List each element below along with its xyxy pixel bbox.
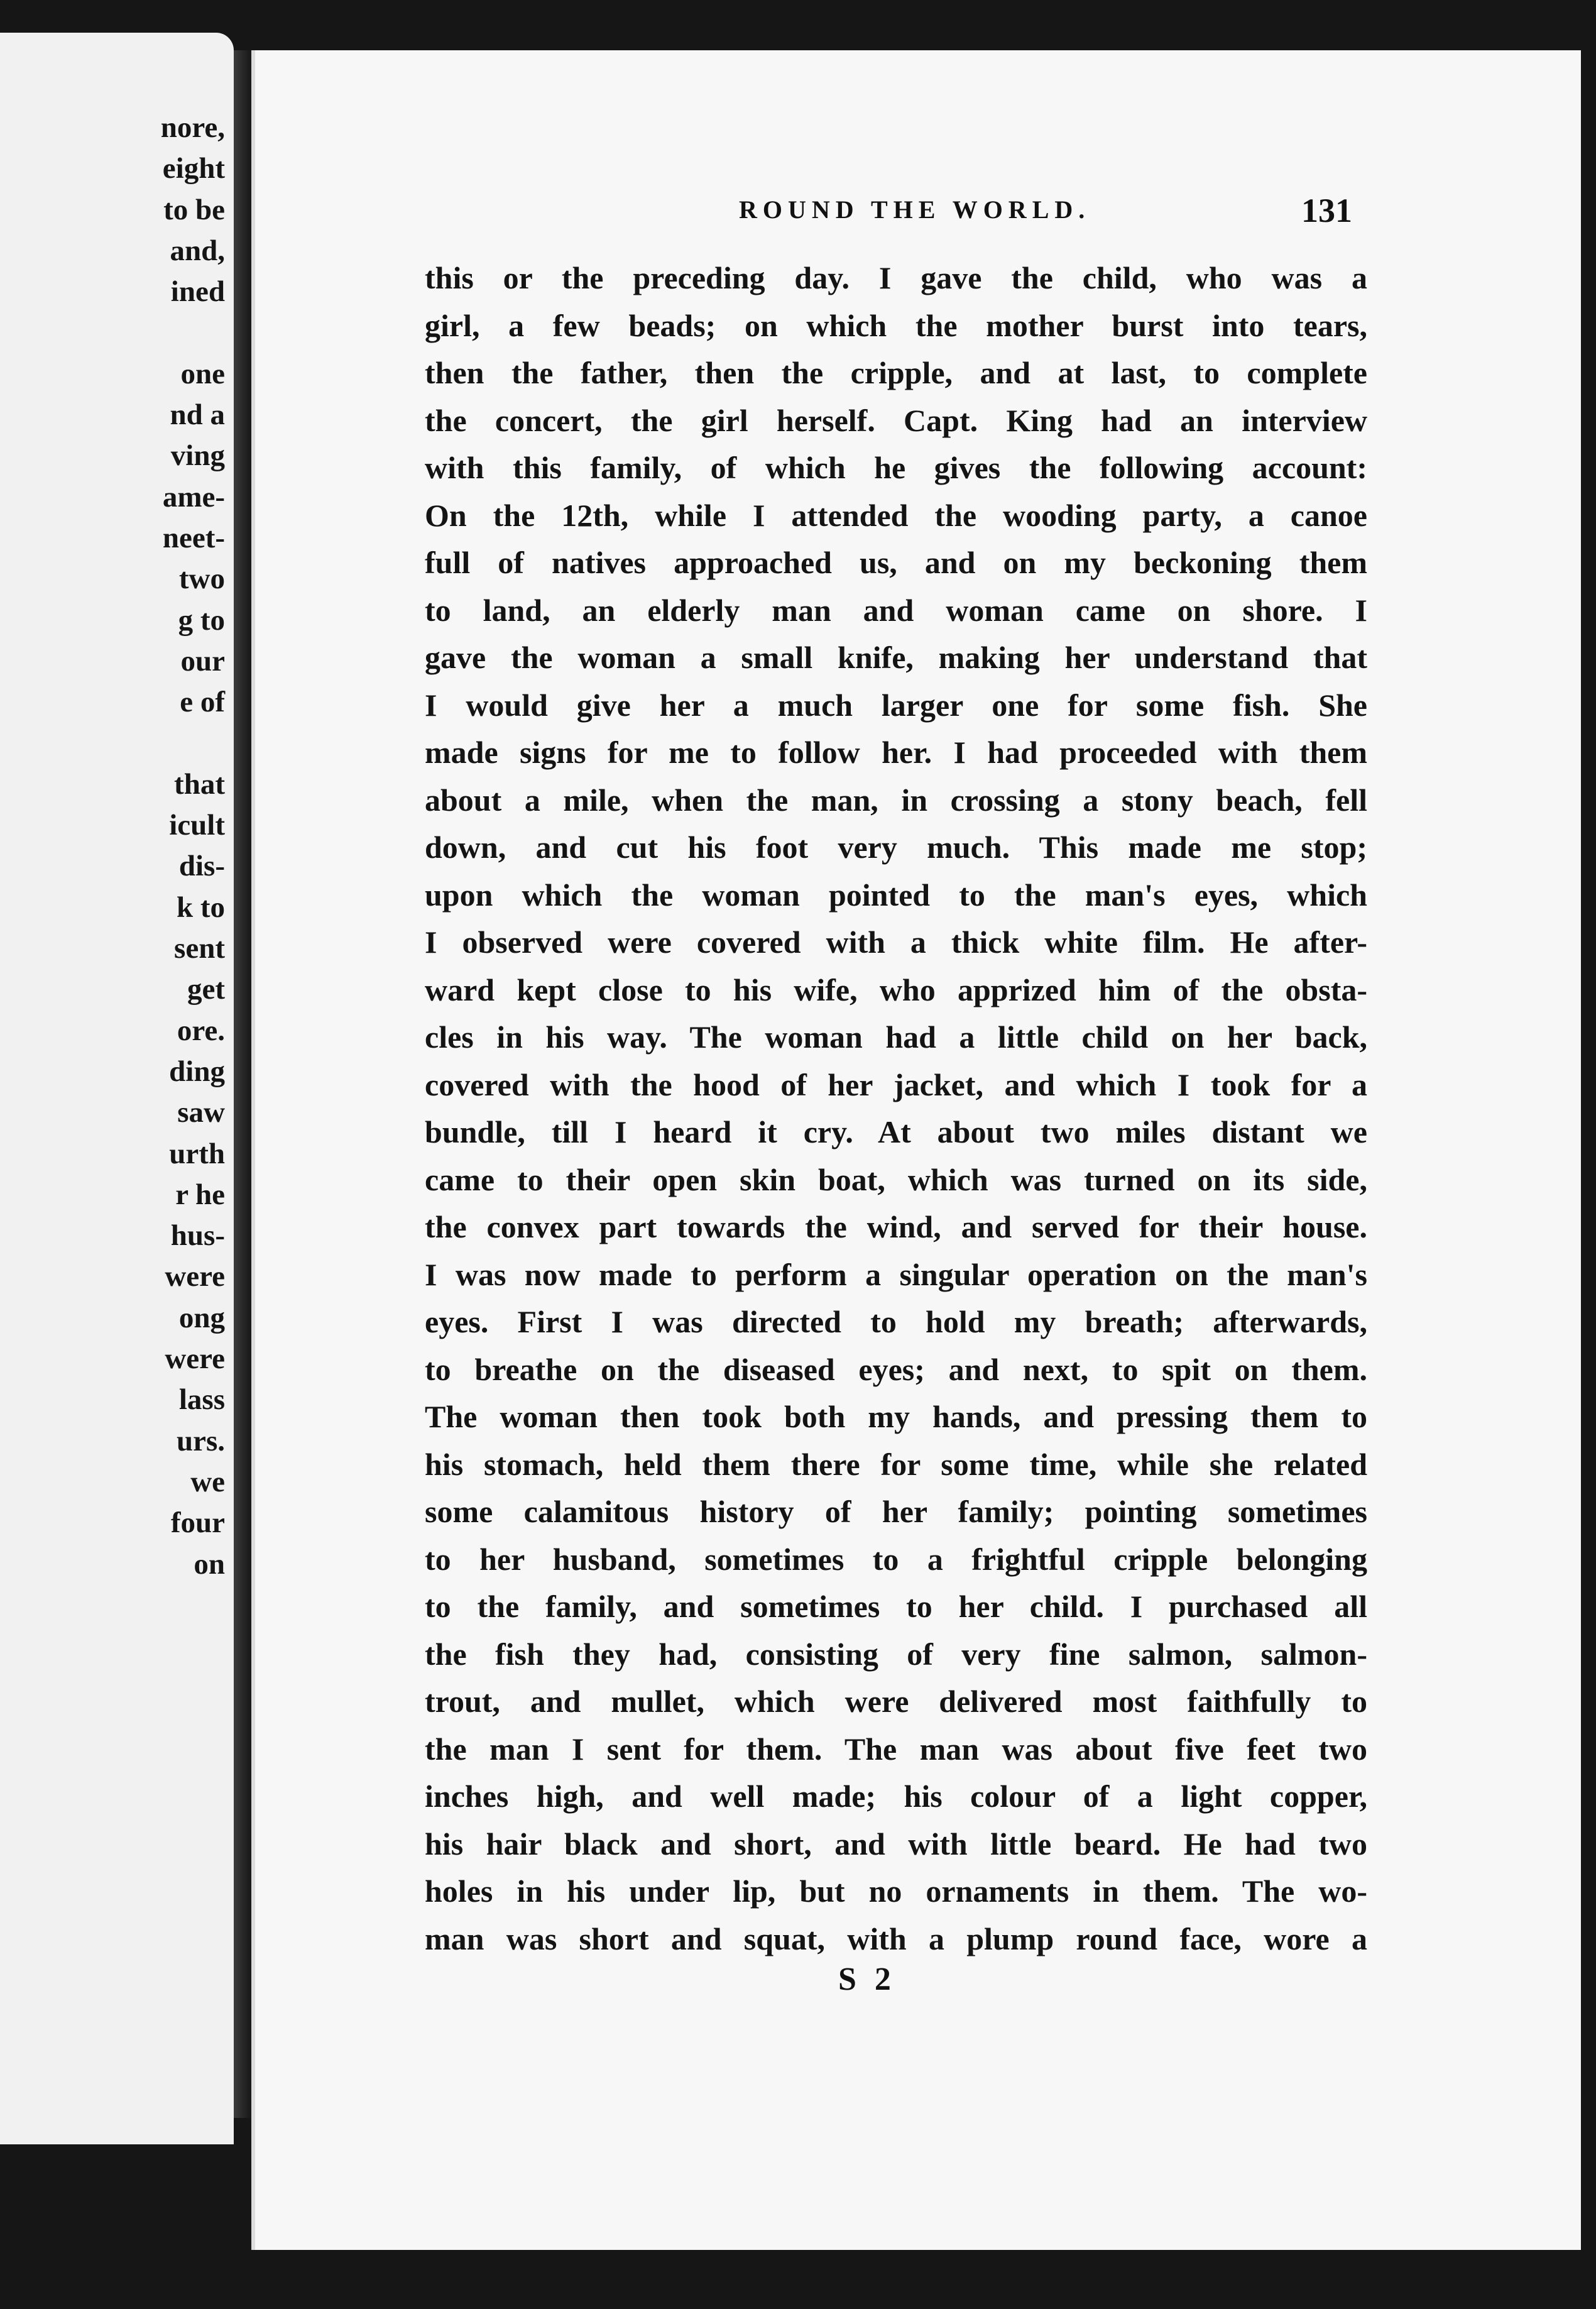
left-page-fragment: and, [170, 234, 225, 267]
left-page-fragment: eight [162, 152, 225, 185]
text-line: full of natives approached us, and on my beckoning them [425, 545, 1367, 580]
text-line: cles in his way. The woman had a little child on her back, [425, 1019, 1367, 1055]
left-page-fragment: lass [178, 1383, 225, 1417]
text-line: covered with the hood of her jacket, and which I took for a [425, 1067, 1367, 1102]
left-page-fragment: on [194, 1547, 225, 1581]
left-page-fragment: we [190, 1465, 225, 1498]
left-page-fragment: that [174, 767, 225, 801]
text-line: trout, and mullet, which were delivered most faithfully to [425, 1684, 1367, 1719]
text-line: the convex part towards the wind, and served for their house. [425, 1209, 1367, 1244]
left-page-fragment: our [180, 644, 225, 677]
running-head: ROUND THE WORLD. [739, 195, 1091, 224]
text-line: holes in his under lip, but no ornaments in them. The wo- [425, 1873, 1367, 1909]
left-page-fragment: ding [169, 1055, 225, 1088]
text-line: the fish they had, consisting of very fine salmon, salmon- [425, 1636, 1367, 1672]
left-page-fragment: urth [169, 1137, 225, 1170]
left-page-fragment: dis- [178, 850, 225, 883]
left-page-fragment: e of [180, 686, 225, 719]
page-number: 131 [1301, 192, 1352, 229]
text-line: eyes. First I was directed to hold my breath; afterwards, [425, 1304, 1367, 1339]
left-page-fragment: nore, [160, 111, 225, 144]
left-page-fragment: sent [174, 932, 225, 965]
text-line: with this family, of which he gives the following account: [425, 450, 1367, 485]
left-page-fragment: ame- [162, 480, 225, 513]
left-page-fragment: icult [169, 809, 225, 842]
left-page-fragment: to be [163, 193, 225, 226]
left-page-fragment: two [178, 562, 225, 596]
left-page-fragment: urs. [176, 1424, 225, 1457]
left-page-fragment: four [170, 1506, 225, 1540]
left-page-fragment: get [187, 973, 225, 1006]
body-text [425, 255, 1367, 1963]
text-line: his stomach, held them there for some time, while she related [425, 1446, 1367, 1482]
text-line: The woman then took both my hands, and pressing them to [425, 1399, 1367, 1434]
text-line: upon which the woman pointed to the man's eyes, which [425, 877, 1367, 913]
left-page-fragment: hus- [170, 1219, 225, 1253]
text-line: down, and cut his foot very much. This made me stop; [425, 830, 1367, 865]
left-page [0, 33, 234, 2144]
text-line: to her husband, sometimes to a frightful cripple belonging [425, 1541, 1367, 1577]
left-page-fragment: one [180, 357, 225, 390]
text-line: made signs for me to follow her. I had proceeded with them [425, 735, 1367, 770]
text-line: inches high, and well made; his colour of a light copper, [425, 1779, 1367, 1814]
text-line: his hair black and short, and with little beard. He had two [425, 1826, 1367, 1862]
left-page-fragment: k to [176, 891, 225, 924]
left-page-fragment: nd a [170, 398, 225, 432]
text-line: bundle, till I heard it cry. At about two miles distant we [425, 1114, 1367, 1149]
text-line: then the father, then the cripple, and at last, to complete [425, 355, 1367, 390]
text-line: I observed were covered with a thick white film. He after- [425, 924, 1367, 960]
text-line: gave the woman a small knife, making her understand that [425, 640, 1367, 675]
text-line: the man I sent for them. The man was about five feet two [425, 1731, 1367, 1767]
left-page-fragment: r he [175, 1178, 225, 1211]
right-page [251, 50, 1581, 2250]
text-line: some calamitous history of her family; pointing sometimes [425, 1494, 1367, 1529]
page-header [255, 192, 1581, 239]
left-page-fragment: were [165, 1260, 225, 1293]
text-line: man was short and squat, with a plump round face, wore a [425, 1921, 1367, 1956]
left-page-fragment: ore. [177, 1014, 225, 1047]
text-line: On the 12th, while I attended the wooding party, a canoe [425, 497, 1367, 533]
left-page-fragment: saw [177, 1096, 225, 1129]
left-page-fragment: ong [178, 1301, 225, 1334]
text-line: ward kept close to his wife, who apprized him of the obsta- [425, 972, 1367, 1007]
text-line: this or the preceding day. I gave the child, who was a [425, 260, 1367, 295]
text-line: to land, an elderly man and woman came on shore. I [425, 592, 1367, 628]
text-line: the concert, the girl herself. Capt. King had an interview [425, 402, 1367, 438]
text-line: girl, a few beads; on which the mother burst into tears, [425, 307, 1367, 343]
left-page-fragment: g to [178, 603, 225, 637]
left-page-fragment: were [165, 1342, 225, 1375]
left-page-fragment: ving [170, 439, 225, 473]
text-line: to breathe on the diseased eyes; and next, to spit on them. [425, 1351, 1367, 1387]
left-page-fragment: neet- [162, 522, 225, 554]
text-line: about a mile, when the man, in crossing a stony beach, fell [425, 782, 1367, 818]
text-line: to the family, and sometimes to her child. I purchased all [425, 1589, 1367, 1624]
text-line: I would give her a much larger one for some fish. She [425, 687, 1367, 723]
text-line: came to their open skin boat, which was turned on its side, [425, 1161, 1367, 1197]
text-line: I was now made to perform a singular operation on the man's [425, 1256, 1367, 1292]
left-page-fragment: ined [170, 275, 225, 309]
signature-mark: S 2 [838, 1961, 896, 1997]
